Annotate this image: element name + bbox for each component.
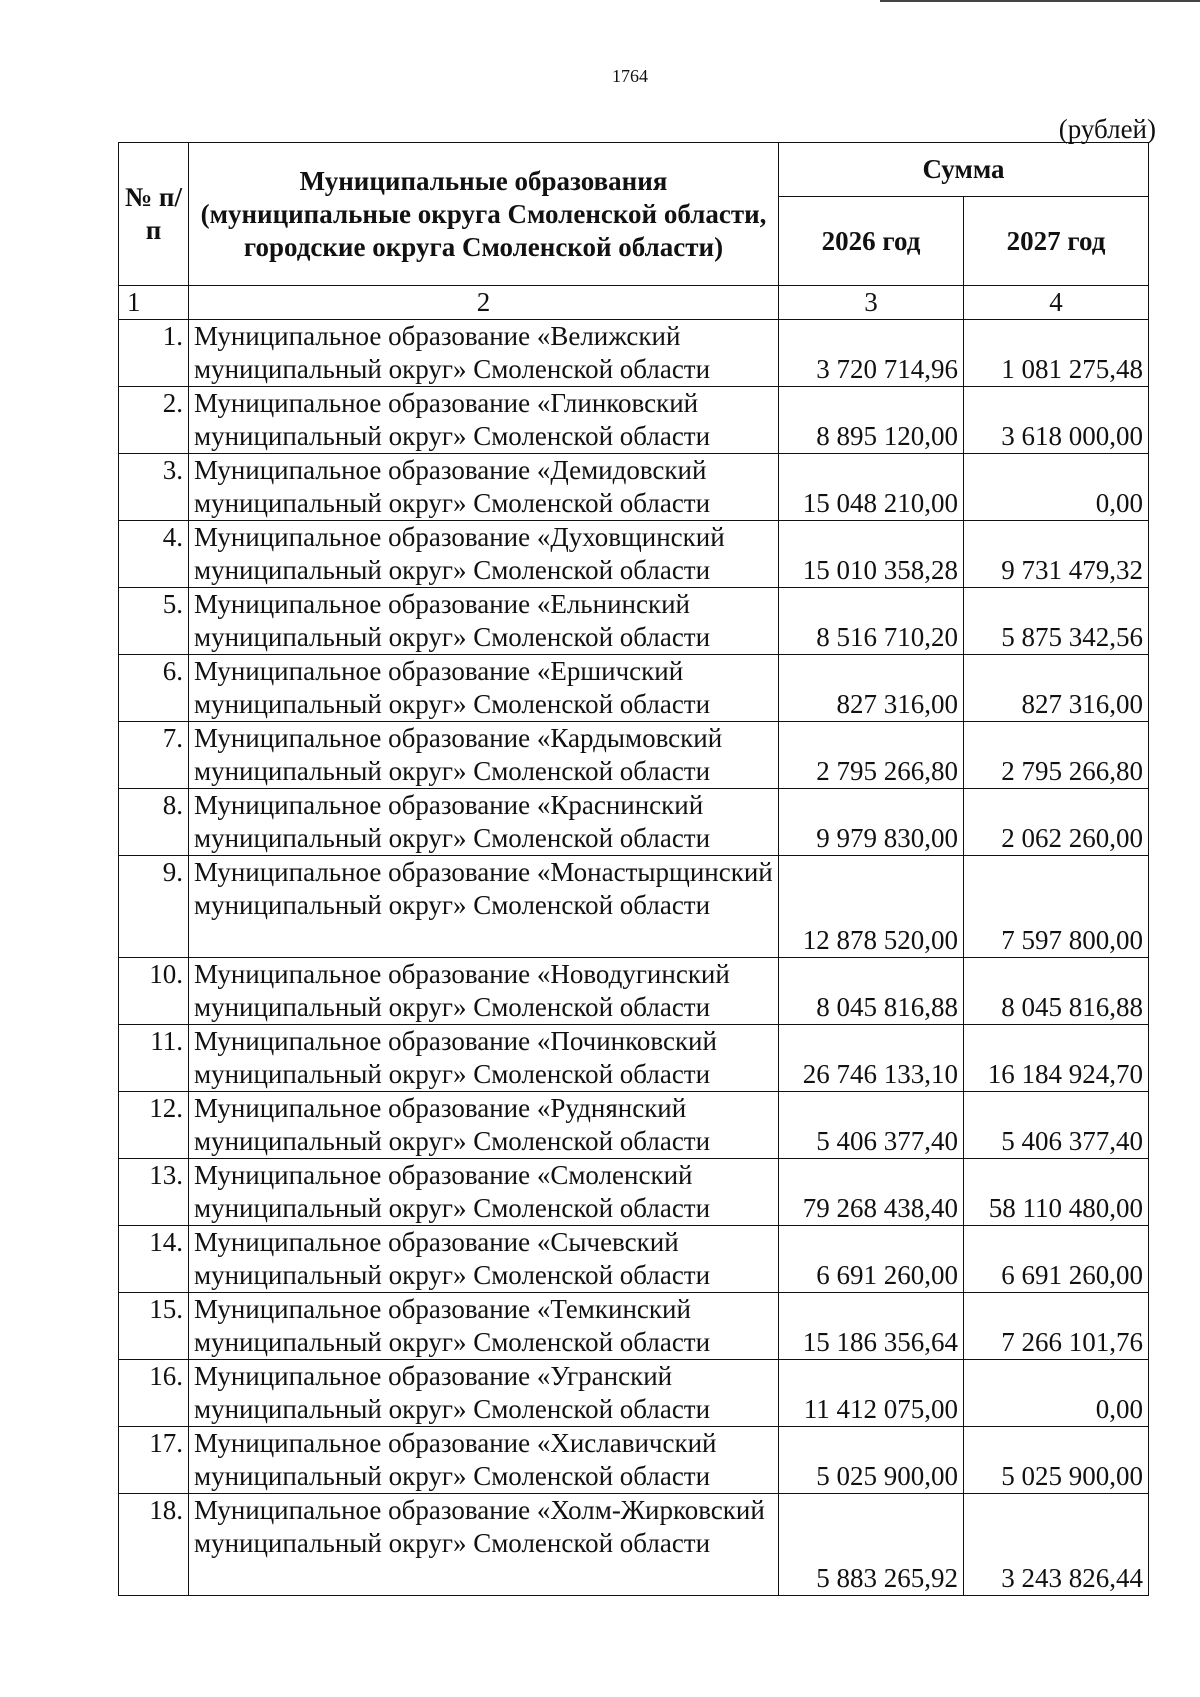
amount-2026: 15 048 210,00 bbox=[779, 454, 964, 521]
municipality-name: Муниципальное образование «Ельнинский муниципальный округ» Смоленской области bbox=[189, 588, 779, 655]
row-number: 10. bbox=[119, 958, 189, 1025]
amount-2027: 827 316,00 bbox=[964, 655, 1149, 722]
amount-2027: 5 025 900,00 bbox=[964, 1427, 1149, 1494]
amount-2026: 15 186 356,64 bbox=[779, 1293, 964, 1360]
unit-note: (рублей) bbox=[1058, 114, 1156, 144]
row-number: 6. bbox=[119, 655, 189, 722]
row-number: 11. bbox=[119, 1025, 189, 1092]
amount-2026: 8 895 120,00 bbox=[779, 387, 964, 454]
row-number: 2. bbox=[119, 387, 189, 454]
municipality-name: Муниципальное образование «Кардымовский муниципальный округ» Смоленской области bbox=[189, 722, 779, 789]
amount-2026: 11 412 075,00 bbox=[779, 1360, 964, 1427]
municipality-name: Муниципальное образование «Сычевский муниципальный округ» Смоленской области bbox=[189, 1226, 779, 1293]
column-number: 2 bbox=[189, 286, 779, 320]
column-number: 4 bbox=[964, 286, 1149, 320]
row-number: 18. bbox=[119, 1494, 189, 1596]
amount-2027: 58 110 480,00 bbox=[964, 1159, 1149, 1226]
top-edge-rule bbox=[880, 0, 1200, 2]
amount-2027: 7 266 101,76 bbox=[964, 1293, 1149, 1360]
amount-2027: 5 875 342,56 bbox=[964, 588, 1149, 655]
amount-2027: 7 597 800,00 bbox=[964, 856, 1149, 958]
amount-2026: 5 025 900,00 bbox=[779, 1427, 964, 1494]
row-number: 15. bbox=[119, 1293, 189, 1360]
table-row bbox=[119, 588, 1149, 655]
amount-2027: 2 062 260,00 bbox=[964, 789, 1149, 856]
header-year-2026: 2026 год bbox=[779, 197, 964, 286]
amount-2026: 2 795 266,80 bbox=[779, 722, 964, 789]
amount-2027: 8 045 816,88 bbox=[964, 958, 1149, 1025]
amount-2027: 3 618 000,00 bbox=[964, 387, 1149, 454]
table-row bbox=[119, 454, 1149, 521]
amount-2027: 6 691 260,00 bbox=[964, 1226, 1149, 1293]
column-number: 1 bbox=[119, 286, 189, 320]
table-row bbox=[119, 722, 1149, 789]
amount-2027: 2 795 266,80 bbox=[964, 722, 1149, 789]
amount-2026: 8 516 710,20 bbox=[779, 588, 964, 655]
municipality-name: Муниципальное образование «Хиславичский муниципальный округ» Смоленской области bbox=[189, 1427, 779, 1494]
municipality-name: Муниципальное образование «Демидовский муниципальный округ» Смоленской области bbox=[189, 454, 779, 521]
municipality-name: Муниципальное образование «Починковский муниципальный округ» Смоленской области bbox=[189, 1025, 779, 1092]
column-number-row bbox=[119, 286, 1149, 320]
amount-2026: 5 406 377,40 bbox=[779, 1092, 964, 1159]
amount-2026: 827 316,00 bbox=[779, 655, 964, 722]
amount-2026: 26 746 133,10 bbox=[779, 1025, 964, 1092]
row-number: 14. bbox=[119, 1226, 189, 1293]
amount-2026: 5 883 265,92 bbox=[779, 1494, 964, 1596]
municipality-name: Муниципальное образование «Холм-Жирковский муниципальный округ» Смоленской области bbox=[189, 1494, 779, 1596]
amount-2026: 6 691 260,00 bbox=[779, 1226, 964, 1293]
table-row bbox=[119, 856, 1149, 958]
header-number: № п/п bbox=[119, 143, 189, 286]
row-number: 5. bbox=[119, 588, 189, 655]
municipality-name: Муниципальное образование «Духовщинский муниципальный округ» Смоленской области bbox=[189, 521, 779, 588]
column-number: 3 bbox=[779, 286, 964, 320]
row-number: 16. bbox=[119, 1360, 189, 1427]
amount-2027: 9 731 479,32 bbox=[964, 521, 1149, 588]
amount-2027: 3 243 826,44 bbox=[964, 1494, 1149, 1596]
municipality-name: Муниципальное образование «Глинковский муниципальный округ» Смоленской области bbox=[189, 387, 779, 454]
municipality-name: Муниципальное образование «Ершичский муниципальный округ» Смоленской области bbox=[189, 655, 779, 722]
municipality-name: Муниципальное образование «Монастырщинский муниципальный округ» Смоленской области bbox=[189, 856, 779, 958]
municipality-name: Муниципальное образование «Краснинский муниципальный округ» Смоленской области bbox=[189, 789, 779, 856]
row-number: 12. bbox=[119, 1092, 189, 1159]
row-number: 17. bbox=[119, 1427, 189, 1494]
row-number: 13. bbox=[119, 1159, 189, 1226]
table-row bbox=[119, 320, 1149, 387]
budget-table bbox=[118, 142, 1149, 1596]
table-row bbox=[119, 1293, 1149, 1360]
header-sum: Сумма bbox=[779, 143, 1149, 197]
amount-2026: 9 979 830,00 bbox=[779, 789, 964, 856]
table-row bbox=[119, 1025, 1149, 1092]
amount-2026: 12 878 520,00 bbox=[779, 856, 964, 958]
row-number: 1. bbox=[119, 320, 189, 387]
amount-2027: 1 081 275,48 bbox=[964, 320, 1149, 387]
municipality-name: Муниципальное образование «Новодугинский муниципальный округ» Смоленской области bbox=[189, 958, 779, 1025]
amount-2026: 3 720 714,96 bbox=[779, 320, 964, 387]
row-number: 4. bbox=[119, 521, 189, 588]
municipality-name: Муниципальное образование «Смоленский муниципальный округ» Смоленской области bbox=[189, 1159, 779, 1226]
table-row bbox=[119, 1427, 1149, 1494]
municipality-name: Муниципальное образование «Угранский муниципальный округ» Смоленской области bbox=[189, 1360, 779, 1427]
municipality-name: Муниципальное образование «Велижский муниципальный округ» Смоленской области bbox=[189, 320, 779, 387]
amount-2027: 0,00 bbox=[964, 1360, 1149, 1427]
row-number: 3. bbox=[119, 454, 189, 521]
table-row bbox=[119, 655, 1149, 722]
amount-2026: 15 010 358,28 bbox=[779, 521, 964, 588]
table-body bbox=[119, 320, 1149, 1596]
amount-2027: 16 184 924,70 bbox=[964, 1025, 1149, 1092]
page-number: 1764 bbox=[612, 66, 648, 86]
row-number: 7. bbox=[119, 722, 189, 789]
table-row bbox=[119, 1226, 1149, 1293]
row-number: 8. bbox=[119, 789, 189, 856]
amount-2027: 0,00 bbox=[964, 454, 1149, 521]
header-year-2027: 2027 год bbox=[964, 197, 1149, 286]
table-row bbox=[119, 958, 1149, 1025]
table-row bbox=[119, 1494, 1149, 1596]
row-number: 9. bbox=[119, 856, 189, 958]
amount-2026: 79 268 438,40 bbox=[779, 1159, 964, 1226]
amount-2026: 8 045 816,88 bbox=[779, 958, 964, 1025]
header-municipality: Муниципальные образования (муниципальные округа Смоленской области, городские округа Смоленской области) bbox=[189, 143, 779, 286]
amount-2027: 5 406 377,40 bbox=[964, 1092, 1149, 1159]
table-row bbox=[119, 521, 1149, 588]
municipality-name: Муниципальное образование «Руднянский муниципальный округ» Смоленской области bbox=[189, 1092, 779, 1159]
table-row bbox=[119, 1360, 1149, 1427]
table-row bbox=[119, 1159, 1149, 1226]
table-row bbox=[119, 789, 1149, 856]
table-row bbox=[119, 387, 1149, 454]
table-row bbox=[119, 1092, 1149, 1159]
municipality-name: Муниципальное образование «Темкинский муниципальный округ» Смоленской области bbox=[189, 1293, 779, 1360]
table-header bbox=[119, 143, 1149, 320]
